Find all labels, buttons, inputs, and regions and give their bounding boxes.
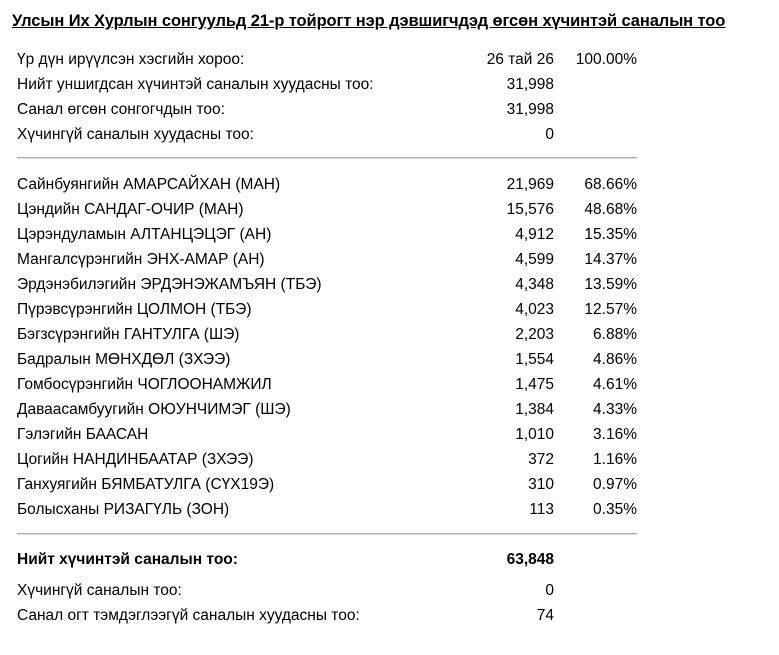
candidate-percent: 6.88% <box>593 326 637 343</box>
summary-section <box>17 47 641 147</box>
summary-percent: 100.00% <box>575 51 637 68</box>
candidate-row <box>17 497 641 522</box>
candidate-row <box>17 297 641 322</box>
candidate-row <box>17 372 641 397</box>
candidate-name: Эрдэнэбилэгийн ЭРДЭНЭЖАМЪЯН (ТБЭ) <box>17 276 322 293</box>
candidate-votes: 2,203 <box>515 326 554 343</box>
candidate-name: Бадралын МӨНХДӨЛ (ЗХЭЭ) <box>17 351 231 368</box>
summary-row-valid-ballots-read <box>17 72 641 97</box>
totals-section <box>17 547 641 628</box>
candidate-name: Даваасамбуугийн ОЮУНЧИМЭГ (ШЭ) <box>17 401 291 418</box>
candidate-row <box>17 247 641 272</box>
candidate-percent: 3.16% <box>593 426 637 443</box>
candidate-percent: 4.86% <box>593 351 637 368</box>
candidate-percent: 13.59% <box>584 276 637 293</box>
summary-label: Санал өгсөн сонгогчдын тоо: <box>17 101 225 118</box>
candidate-row <box>17 347 641 372</box>
candidate-votes: 372 <box>528 451 554 468</box>
candidate-percent: 48.68% <box>584 201 637 218</box>
candidate-row <box>17 172 641 197</box>
candidate-row <box>17 472 641 497</box>
candidate-votes: 4,023 <box>515 301 554 318</box>
summary-value: 31,998 <box>506 76 554 93</box>
candidate-percent: 15.35% <box>584 226 637 243</box>
candidate-name: Болысханы РИЗАГҮЛЬ (ЗОН) <box>17 501 230 518</box>
summary-value: 31,998 <box>506 101 554 118</box>
section-divider <box>17 157 637 159</box>
unmarked-ballots-row <box>17 603 641 628</box>
summary-row-voters <box>17 97 641 122</box>
summary-label: Үр дүн ирүүлсэн хэсгийн хороо: <box>17 51 245 68</box>
candidate-percent: 4.61% <box>593 376 637 393</box>
summary-value: 0 <box>545 126 554 143</box>
section-divider <box>17 533 637 535</box>
unmarked-ballots-value: 74 <box>536 607 554 624</box>
invalid-votes-label: Хүчингүй саналын тоо: <box>17 582 182 599</box>
total-valid-value: 63,848 <box>506 551 554 568</box>
candidate-votes: 15,576 <box>506 201 554 218</box>
invalid-votes-value: 0 <box>545 582 554 599</box>
summary-value: 26 тай 26 <box>486 51 554 68</box>
candidate-votes: 1,010 <box>515 426 554 443</box>
candidate-votes: 310 <box>528 476 554 493</box>
summary-label: Нийт уншигдсан хүчинтэй саналын хуудасны тоо: <box>17 76 374 93</box>
candidate-name: Сайнбуянгийн АМАРСАЙХАН (МАН) <box>17 176 281 193</box>
candidate-name: Цэрэндуламын АЛТАНЦЭЦЭГ (АН) <box>17 226 272 243</box>
candidate-name: Цэндийн САНДАГ-ОЧИР (МАН) <box>17 201 244 218</box>
summary-label: Хүчингүй саналын хуудасны тоо: <box>17 126 254 143</box>
candidate-name: Пүрэвсүрэнгийн ЦОЛМОН (ТБЭ) <box>17 301 252 318</box>
candidate-row <box>17 447 641 472</box>
total-valid-label: Нийт хүчинтэй саналын тоо: <box>17 551 238 568</box>
candidate-row <box>17 397 641 422</box>
candidate-name: Гомбосүрэнгийн ЧОГЛООНАМЖИЛ <box>17 376 272 393</box>
candidate-row <box>17 422 641 447</box>
candidate-votes: 1,384 <box>515 401 554 418</box>
summary-row-invalid-ballots <box>17 122 641 147</box>
candidate-row <box>17 272 641 297</box>
candidate-name: Бэгзсүрэнгийн ГАНТУЛГА (ШЭ) <box>17 326 240 343</box>
candidate-name: Ганхуягийн БЯМБАТУЛГА (СҮХ19Э) <box>17 476 275 493</box>
candidate-votes: 4,348 <box>515 276 554 293</box>
candidate-name: Цогийн НАНДИНБААТАР (ЗХЭЭ) <box>17 451 254 468</box>
candidate-votes: 21,969 <box>506 176 554 193</box>
candidate-votes: 4,912 <box>515 226 554 243</box>
candidate-row <box>17 197 641 222</box>
candidate-votes: 1,554 <box>515 351 554 368</box>
candidate-votes: 1,475 <box>515 376 554 393</box>
candidate-results-list <box>17 172 641 522</box>
total-valid-votes-row <box>17 547 641 578</box>
candidate-row <box>17 222 641 247</box>
candidate-name: Гэлэгийн БААСАН <box>17 426 149 443</box>
unmarked-ballots-label: Санал огт тэмдэглээгүй саналын хуудасны тоо: <box>17 607 360 624</box>
candidate-votes: 113 <box>529 501 554 518</box>
page-title: Улсын Их Хурлын сонгуульд 21-р тойрогт нэр дэвшигчдэд өгсөн хүчинтэй саналын тоо <box>12 12 726 30</box>
summary-row-stations <box>17 47 641 72</box>
candidate-percent: 14.37% <box>584 251 637 268</box>
candidate-percent: 4.33% <box>593 401 637 418</box>
candidate-percent: 0.35% <box>593 501 637 518</box>
candidate-votes: 4,599 <box>515 251 554 268</box>
candidate-name: Мангалсүрэнгийн ЭНХ-АМАР (АН) <box>17 251 265 268</box>
candidate-percent: 0.97% <box>593 476 637 493</box>
candidate-percent: 68.66% <box>584 176 637 193</box>
candidate-row <box>17 322 641 347</box>
candidate-percent: 1.16% <box>593 451 637 468</box>
invalid-votes-row <box>17 578 641 603</box>
candidate-percent: 12.57% <box>584 301 637 318</box>
